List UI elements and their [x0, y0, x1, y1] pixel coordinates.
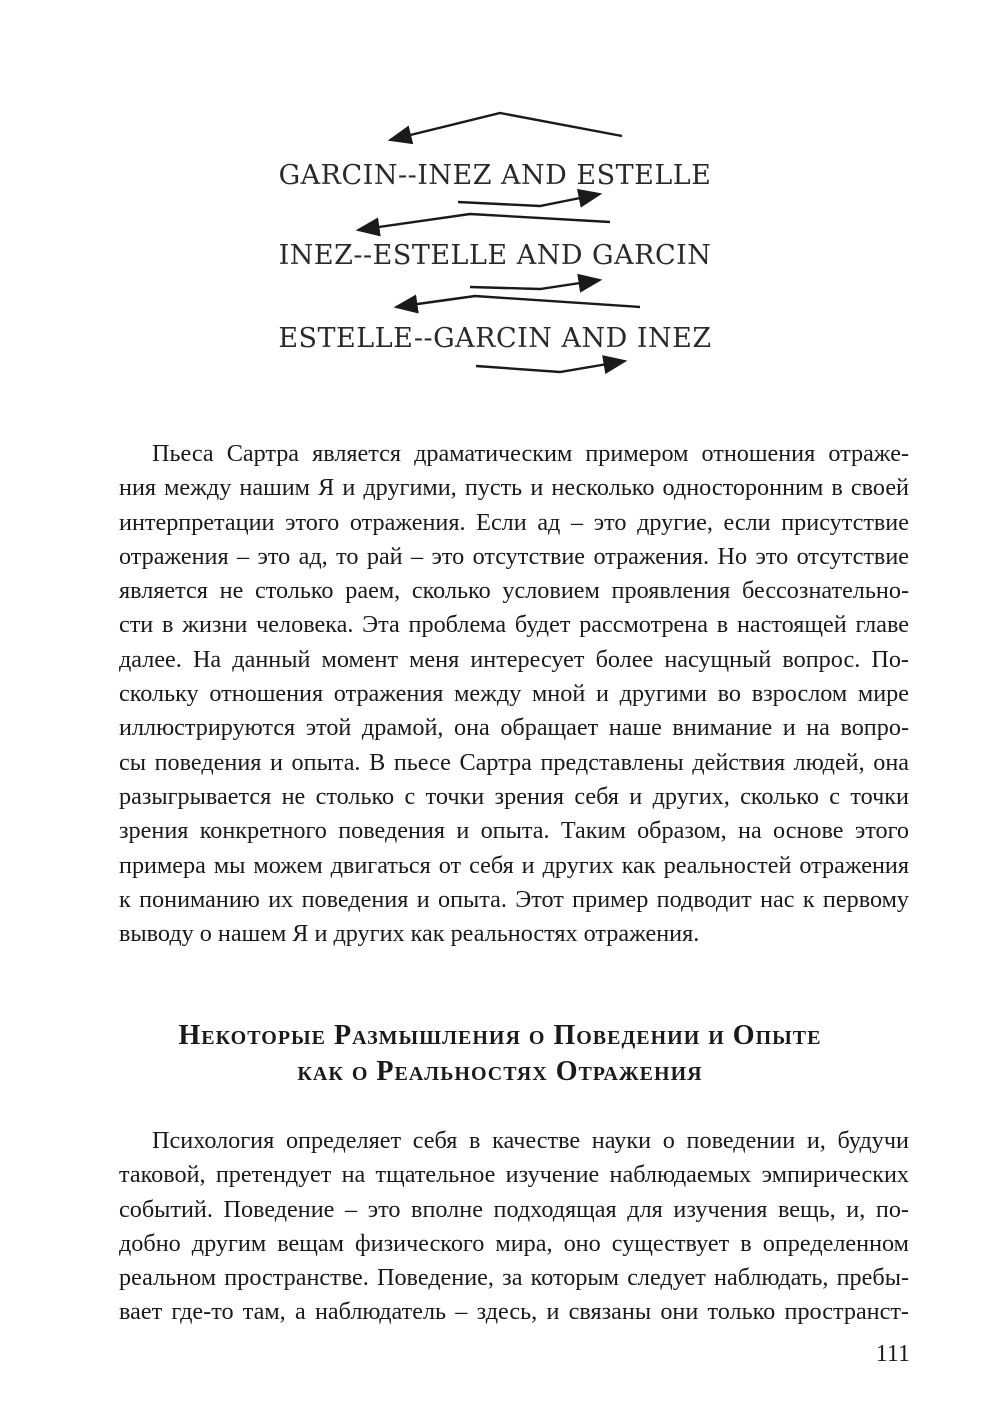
page-number: 111 [875, 1341, 910, 1367]
text-line: далее. На данный момент меня интересует более насущный вопрос. По- [119, 645, 909, 673]
arrow-right-2 [470, 280, 600, 289]
arrow-left-2 [358, 214, 610, 230]
diagram-line-garcin: GARCIN--INEZ AND ESTELLE [278, 160, 712, 191]
section-heading-line-2: как о Реальностях Отражения [297, 1056, 703, 1087]
diagram-line-inez: INEZ--ESTELLE AND GARCIN [278, 240, 712, 271]
section-heading-line-1: Некоторые Размышления о Поведении и Опыте [178, 1020, 822, 1051]
text-line: добно другим вещам физического мира, оно существует в определенном [119, 1229, 909, 1257]
text-line: вает где-то там, а наблюдатель – здесь, и связаны они только пространст- [119, 1298, 909, 1326]
text-line: событий. Поведение – это вполне подходящая для изучения вещь, и, по- [119, 1195, 909, 1223]
text-line: реальном пространстве. Поведение, за которым следует наблюдать, пребы- [119, 1264, 909, 1292]
section-heading [100, 1018, 900, 1090]
text-line: ния между нашим Я и другими, пусть и несколько односторонним в своей [119, 474, 909, 502]
text-line: является не столько раем, сколько условием проявления бессознательно- [119, 577, 909, 605]
text-line: Пьеса Сартра является драматическим примером отношения отраже- [152, 440, 909, 467]
relations-diagram [270, 100, 720, 385]
diagram-line-estelle: ESTELLE--GARCIN AND INEZ [278, 323, 712, 354]
text-line: интерпретации этого отражения. Если ад – это другие, если присутствие [119, 508, 909, 536]
arrow-left-1 [390, 113, 622, 140]
paragraph-1 [119, 437, 909, 951]
text-line: сти в жизни человека. Эта проблема будет рассмотрена в настоящей главе [119, 611, 909, 639]
arrow-right-1 [458, 194, 600, 206]
text-line: скольку отношения отражения между мной и другими во взрослом мире [119, 680, 909, 708]
text-line: Психология определяет себя в качестве науки о поведении и, будучи [152, 1127, 909, 1154]
text-line: выводу о нашем Я и других как реальностях отражения. [119, 920, 700, 948]
text-line: зрения конкретного поведения и опыта. Таким образом, на основе этого [119, 817, 909, 845]
paragraph-2 [119, 1124, 909, 1330]
text-line: отражения – это ад, то рай – это отсутствие отражения. Но это отсутствие [119, 542, 909, 570]
text-line: разыгрывается не столько с точки зрения себя и других, сколько с точки [119, 782, 909, 810]
text-line: сы поведения и опыта. В пьесе Сартра представлены действия людей, она [119, 748, 909, 776]
text-line: примера мы можем двигаться от себя и других как реальностей отражения [119, 851, 909, 879]
text-line: таковой, претендует на тщательное изучение наблюдаемых эмпирических [119, 1161, 909, 1189]
arrow-left-3 [396, 296, 640, 307]
text-line: к пониманию их поведения и опыта. Этот пример подводит нас к первому [119, 885, 909, 913]
arrow-right-3 [476, 361, 625, 372]
text-line: иллюстрируются этой драмой, она обращает наше внимание и на вопро- [119, 714, 909, 742]
